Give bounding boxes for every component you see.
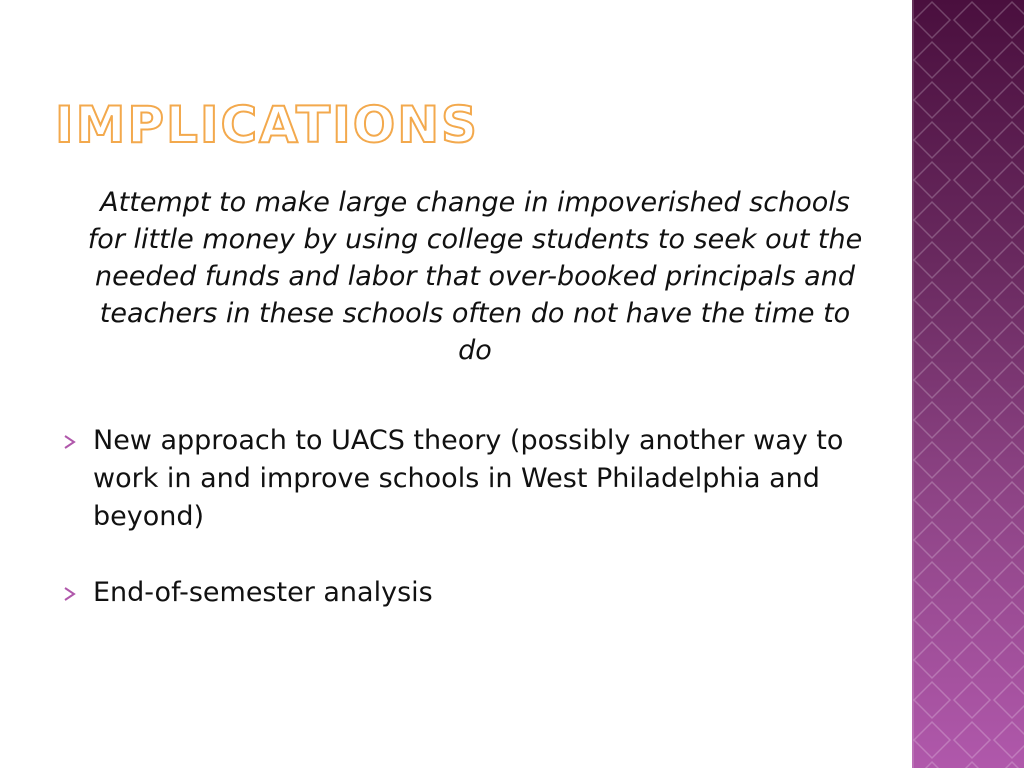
diamond-pattern <box>912 0 1024 768</box>
bullet-text: New approach to UACS theory (possibly another way to work in and improve schools in West Philadelphia and beyond) <box>93 425 844 532</box>
intro-paragraph: Attempt to make large change in impoverished schools for little money by using college students to seek out the needed funds and labor that over-booked principals and teachers in these schools often do not have the time to do <box>87 187 863 366</box>
arrow-bullet-icon <box>63 586 77 602</box>
bullet-list <box>60 422 850 650</box>
bullet-item <box>60 574 850 612</box>
slide-title: IMPLICATIONS <box>55 96 480 154</box>
decorative-side-band <box>912 0 1024 768</box>
bullet-text: End-of-semester analysis <box>93 577 433 608</box>
arrow-bullet-icon <box>63 434 77 450</box>
bullet-item <box>60 422 850 536</box>
band-edge <box>912 0 914 768</box>
